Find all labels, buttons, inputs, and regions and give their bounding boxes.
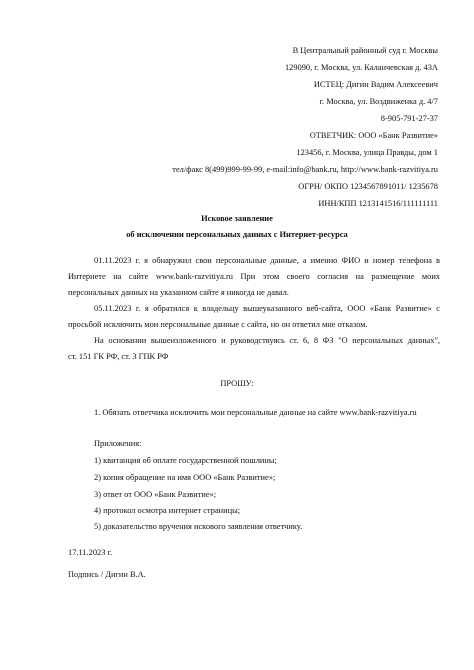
court-name: В Центральный районный суд г. Москвы — [292, 46, 438, 55]
paragraph-3-line-2: ст. 151 ГК РФ, ст. 3 ГПК РФ — [68, 352, 169, 361]
paragraph-1-line-2: Интернете на сайте www.bank-razvitiya.ru При этом своего согласия на размещение моих — [68, 272, 440, 281]
document-subtitle: об исключении персональных данных с Интернет-ресурса — [126, 230, 348, 239]
attachment-item-3: 3) ответ от ООО «Банк Развитие»; — [94, 490, 217, 499]
defendant-name: ОТВЕТЧИК: ООО «Банк Развитие» — [309, 131, 438, 140]
defendant-contacts: тел/факс 8(499)999-99-99, e-mail:info@bank.ru, http://www.bank-razvitiya.ru — [172, 165, 438, 174]
paragraph-3-line-1: На основании вышеизложенного и руководствуясь ст. 6, 8 ФЗ "О персональных данных", — [94, 336, 440, 345]
request-item-1: 1. Обязать ответчика исключить мои персональные данные на сайте www.bank-razvitiya.ru — [94, 408, 417, 417]
attachments-heading: Приложения: — [94, 439, 142, 448]
document-date: 17.11.2023 г. — [68, 548, 113, 557]
attachment-item-5: 5) доказательство вручения искового заявления ответчику. — [94, 522, 303, 531]
paragraph-1-line-3: персональных данных на указанном сайте я никогда не давал. — [68, 288, 289, 297]
request-heading: ПРОШУ: — [220, 379, 254, 388]
paragraph-2-line-1: 05.11.2023 г. я обратился к владельцу вышеуказанного веб-сайта, ООО «Банк Развитие» с — [94, 304, 440, 313]
plaintiff-phone: 8-905-791-27-37 — [380, 114, 438, 123]
defendant-ogrn-okpo: ОГРН/ ОКПО 1234567891011/ 1235678 — [298, 182, 438, 191]
document-title: Исковое заявление — [201, 214, 273, 223]
defendant-address: 123456, г. Москва, улица Правды, дом 1 — [296, 148, 438, 157]
signature-line: Подпись / Дигин В.А. — [68, 570, 146, 579]
paragraph-2-line-2: просьбой исключить мои персональные данные с сайта, но он ответил мне отказом. — [68, 320, 368, 329]
plaintiff-address: г. Москва, ул. Воздвиженка д. 4/7 — [319, 97, 438, 106]
defendant-inn-kpp: ИНН/КПП 1213141516/111111111 — [318, 199, 438, 208]
attachment-item-1: 1) квитанция об оплате государственной пошлины; — [94, 456, 277, 465]
attachment-item-4: 4) протокол осмотра интернет страницы; — [94, 506, 241, 515]
plaintiff-name: ИСТЕЦ: Дигин Вадим Алексеевич — [313, 80, 438, 89]
attachment-item-2: 2) копия обращение на имя ООО «Банк Развитие»; — [94, 473, 276, 482]
court-address: 129090, г. Москва, ул. Каланчевская д. 43А — [284, 63, 438, 72]
paragraph-1-line-1: 01.11.2023 г. я обнаружил свои персональные данные, а именно ФИО и номер телефона в — [94, 256, 440, 265]
